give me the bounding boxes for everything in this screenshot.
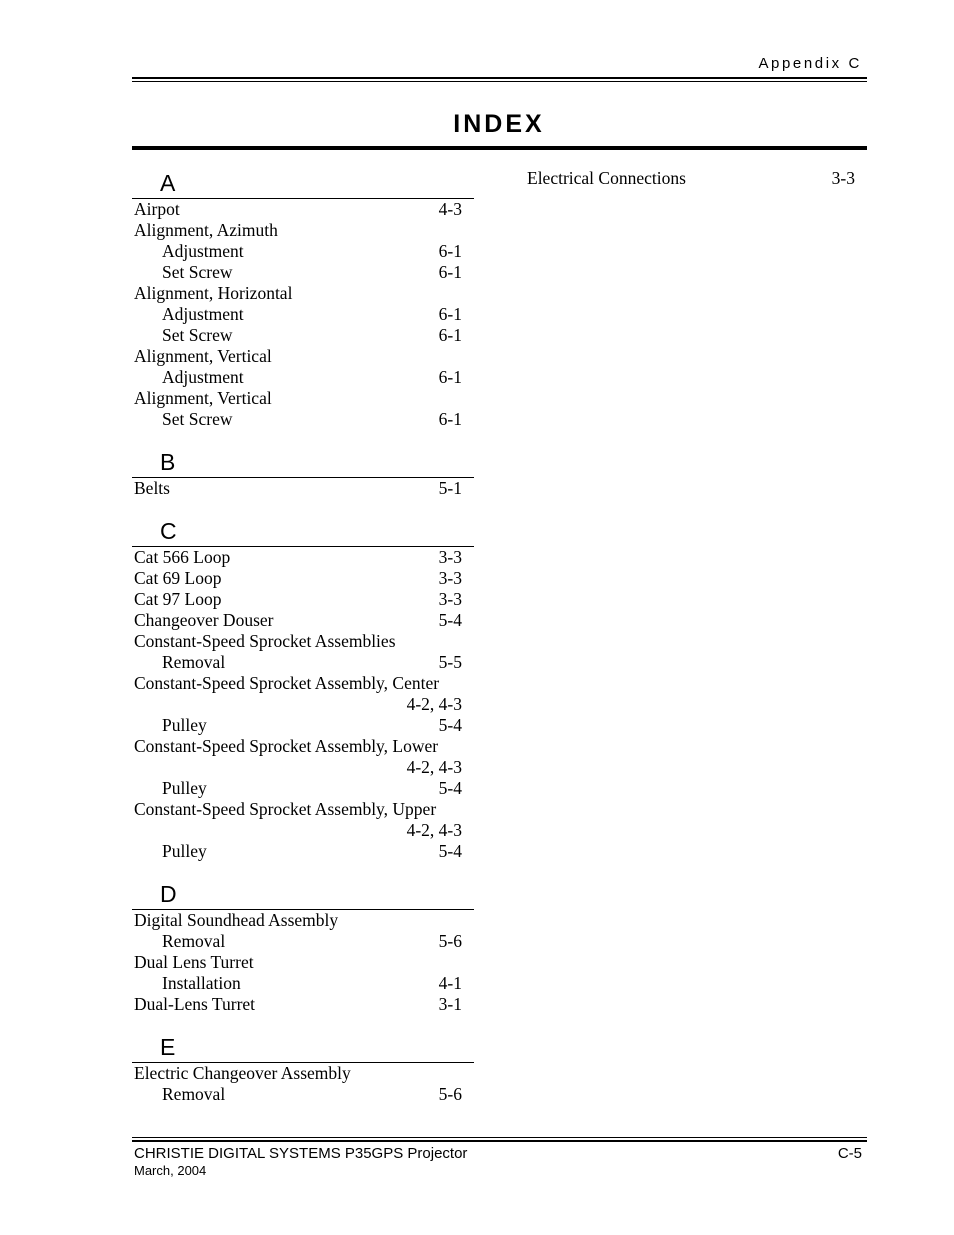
entry-label: Constant-Speed Sprocket Assemblies <box>134 631 396 651</box>
entry-label: Removal <box>162 1084 226 1104</box>
entry-label: Dual-Lens Turret <box>134 994 256 1014</box>
entry-page-ref: 5-4 <box>438 778 462 798</box>
appendix-header: Appendix C <box>758 55 862 72</box>
entry-label: Set Screw <box>162 325 233 345</box>
entry-page-ref: 5-4 <box>438 841 462 861</box>
footer-rule-bottom <box>132 1140 867 1142</box>
index-entry-continuation <box>134 757 474 778</box>
footer-page-number: C-5 <box>837 1145 862 1162</box>
entry-page-ref: 6-1 <box>438 241 462 261</box>
footer-rule-top <box>132 1137 867 1138</box>
entry-label: Adjustment <box>162 304 244 324</box>
entry-page-ref: 4-2, 4-3 <box>406 757 462 777</box>
index-entry <box>134 631 474 652</box>
index-subentry <box>134 262 474 283</box>
index-subentry <box>134 1084 474 1105</box>
entry-label: Electric Changeover Assembly <box>134 1063 351 1083</box>
entry-page-ref: 6-1 <box>438 325 462 345</box>
entry-page-ref: 4-1 <box>438 973 462 993</box>
entry-label: Pulley <box>162 841 207 861</box>
entry-label: Changeover Douser <box>134 610 274 630</box>
entry-label: Alignment, Vertical <box>134 388 272 408</box>
header-rule-bottom <box>132 81 867 82</box>
index-entry <box>134 388 474 409</box>
footer-date: March, 2004 <box>134 1163 207 1178</box>
entry-label: Belts <box>134 478 170 498</box>
index-entry <box>134 952 474 973</box>
index-section <box>134 1034 474 1105</box>
index-subentry <box>134 931 474 952</box>
entry-page-ref: 3-3 <box>438 589 462 609</box>
index-subentry <box>134 652 474 673</box>
index-section <box>134 449 474 499</box>
index-subentry <box>134 778 474 799</box>
index-subentry <box>134 367 474 388</box>
entry-page-ref: 4-3 <box>438 199 462 219</box>
entry-label: Digital Soundhead Assembly <box>134 910 339 930</box>
index-entry <box>134 910 474 931</box>
index-entry <box>134 199 474 220</box>
index-entry <box>134 589 474 610</box>
page-title: INDEX <box>453 110 545 138</box>
entry-label: Dual Lens Turret <box>134 952 254 972</box>
index-entry <box>134 568 474 589</box>
entry-page-ref: 4-2, 4-3 <box>406 820 462 840</box>
entry-label: Constant-Speed Sprocket Assembly, Lower <box>134 736 439 756</box>
entry-page-ref: 4-2, 4-3 <box>406 694 462 714</box>
entry-label: Adjustment <box>162 241 244 261</box>
entry-page-ref: 5-5 <box>438 652 462 672</box>
index-subentry <box>134 325 474 346</box>
entry-label: Alignment, Azimuth <box>134 220 278 240</box>
index-entry-continuation <box>134 820 474 841</box>
entry-label: Set Screw <box>162 262 233 282</box>
index-entry <box>134 673 474 694</box>
entry-page-ref: 5-6 <box>438 1084 462 1104</box>
entry-page-ref: 5-6 <box>438 931 462 951</box>
index-section <box>134 170 474 430</box>
index-subentry <box>134 973 474 994</box>
entry-label: Airpot <box>134 199 180 219</box>
footer-document-title: CHRISTIE DIGITAL SYSTEMS P35GPS Projector <box>134 1145 468 1162</box>
entry-label: Pulley <box>162 778 207 798</box>
entry-label: Removal <box>162 931 226 951</box>
entry-page-ref: 3-3 <box>438 568 462 588</box>
header-rule-top <box>132 77 867 79</box>
section-letter: D <box>132 881 474 910</box>
entry-label: Cat 97 Loop <box>134 589 222 609</box>
index-subentry <box>134 304 474 325</box>
entry-page-ref: 5-4 <box>438 715 462 735</box>
entry-label: Adjustment <box>162 367 244 387</box>
index-entry <box>134 610 474 631</box>
entry-label: Constant-Speed Sprocket Assembly, Upper <box>134 799 437 819</box>
entry-page-ref: 3-3 <box>438 547 462 567</box>
entry-page-ref: 6-1 <box>438 304 462 324</box>
entry-label: Constant-Speed Sprocket Assembly, Center <box>134 673 440 693</box>
entry-label: Cat 69 Loop <box>134 568 222 588</box>
index-subentry <box>134 241 474 262</box>
index-subentry <box>134 841 474 862</box>
index-entry <box>134 1063 474 1084</box>
entry-page-ref: 5-1 <box>438 478 462 498</box>
entry-page-ref: 6-1 <box>438 367 462 387</box>
title-rule <box>132 146 867 150</box>
entry-label: Removal <box>162 652 226 672</box>
index-entry <box>134 346 474 367</box>
entry-label: Alignment, Horizontal <box>134 283 293 303</box>
entry-label: Installation <box>162 973 241 993</box>
index-subentry <box>134 715 474 736</box>
entry-label: Cat 566 Loop <box>134 547 231 567</box>
index-entry <box>134 283 474 304</box>
entry-label: Electrical Connections <box>527 168 686 188</box>
index-entry <box>527 168 857 189</box>
section-letter: C <box>132 518 474 547</box>
entry-page-ref: 6-1 <box>438 262 462 282</box>
section-letter: B <box>132 449 474 478</box>
section-letter: A <box>132 170 474 199</box>
section-letter: E <box>132 1034 474 1063</box>
entry-label: Pulley <box>162 715 207 735</box>
entry-label: Alignment, Vertical <box>134 346 272 366</box>
index-entry <box>134 220 474 241</box>
index-section <box>134 518 474 862</box>
index-entry-continuation <box>134 694 474 715</box>
index-subentry <box>134 409 474 430</box>
index-entry <box>134 799 474 820</box>
entry-page-ref: 3-1 <box>438 994 462 1014</box>
index-left-column <box>134 170 474 1105</box>
entry-page-ref: 6-1 <box>438 409 462 429</box>
index-right-column <box>527 168 857 189</box>
index-section <box>134 881 474 1015</box>
entry-page-ref: 3-3 <box>831 168 855 188</box>
index-entry <box>134 736 474 757</box>
index-entry <box>134 994 474 1015</box>
entry-label: Set Screw <box>162 409 233 429</box>
index-entry <box>134 478 474 499</box>
index-entry <box>134 547 474 568</box>
entry-page-ref: 5-4 <box>438 610 462 630</box>
